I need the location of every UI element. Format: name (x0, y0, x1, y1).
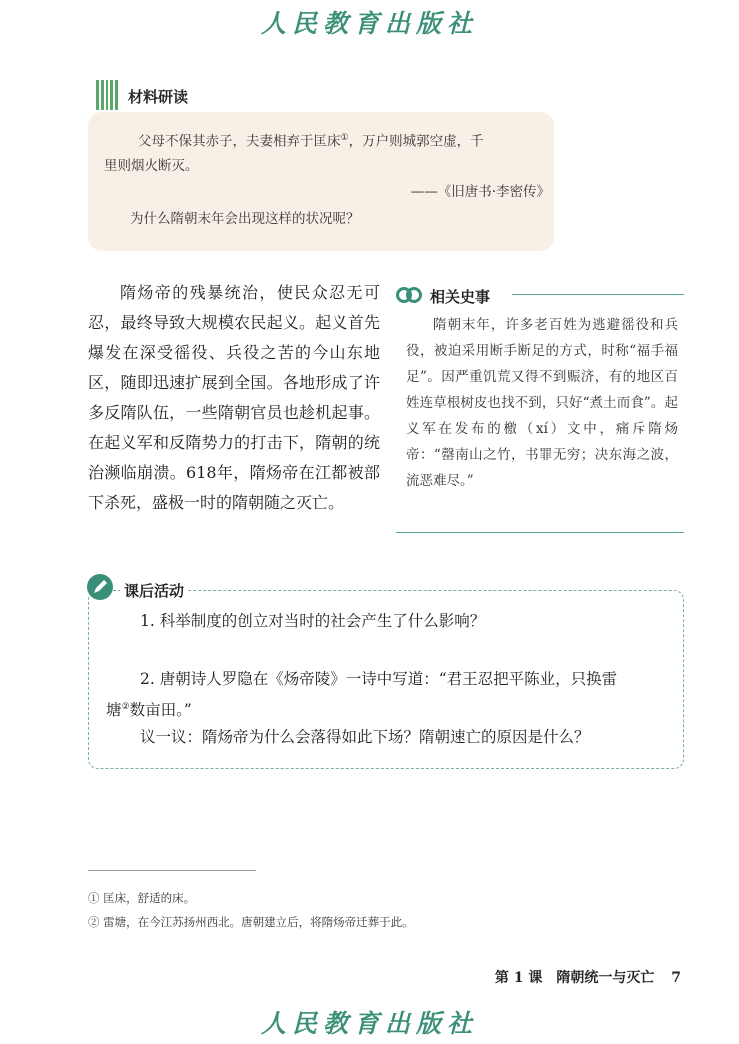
footnote-rule (88, 870, 256, 871)
related-top-rule (512, 294, 684, 295)
activity-question-2-line2: 塘②数亩田。” (106, 701, 192, 720)
activity-discussion: 议一议：隋炀帝为什么会落得如此下场？隋朝速亡的原因是什么？ (140, 728, 590, 746)
related-bottom-rule (396, 532, 684, 533)
material-quote-line2: 里则烟火断灭。 (104, 158, 199, 174)
page-footer (495, 967, 681, 987)
material-heading: 材料研读 (128, 88, 189, 106)
material-question: 为什么隋朝末年会出现这样的状况呢？ (130, 211, 360, 227)
material-bars-icon (96, 80, 118, 110)
related-text: 隋朝末年，许多老百姓为逃避徭役和兵役，被迫采用断手断足的方式，时称“福手福足”。因严重饥荒又得不到赈济，有的地区百姓连草根树皮也找不到，只好“煮土而食”。起义军在发布的檄（xí）文中，痛斥隋炀帝：“罄南山之竹，书罪无穷；决东海之波，流恶难尽。” (406, 317, 678, 489)
footnote-1: ① 匡床，舒适的床。 (88, 891, 196, 905)
footnote-2: ② 雷塘，在今江苏扬州西北。唐朝建立后，将隋炀帝迁葬于此。 (88, 915, 414, 929)
related-history-icon (396, 282, 422, 308)
activity-question-1: 1. 科举制度的创立对当时的社会产生了什么影响？ (140, 612, 486, 630)
material-quote-line1: 父母不保其赤子，夫妻相弃于匡床①，万户则城郭空虚，千 (138, 133, 484, 150)
related-heading: 相关史事 (430, 288, 491, 306)
lesson-title: 第 1 课 隋朝统一与灭亡 (494, 970, 655, 986)
material-source: ——《旧唐书·李密传》 (410, 184, 550, 200)
activity-question-2-line1: 2. 唐朝诗人罗隐在《炀帝陵》一诗中写道：“君王忍把平陈业，只换雷 (140, 670, 618, 688)
publisher-header: 人民教育出版社 (260, 9, 478, 38)
main-paragraph: 隋炀帝的残暴统治，使民众忍无可忍，最终导致大规模农民起义。起义首先爆发在深受徭役、兵役之苦的今山东地区，随即迅速扩展到全国。各地形成了许多反隋队伍，一些隋朝官员也趁机起事。在起义军和反隋势力的打击下，隋朝的统治濒临崩溃。618年，隋炀帝在江都被部下杀死，盛极一时的隋朝随之灭亡。 (88, 283, 380, 512)
activity-heading: 课后活动 (120, 580, 188, 601)
publisher-footer: 人民教育出版社 (260, 1009, 478, 1038)
page-number: 7 (671, 970, 681, 986)
pencil-icon (86, 573, 114, 601)
